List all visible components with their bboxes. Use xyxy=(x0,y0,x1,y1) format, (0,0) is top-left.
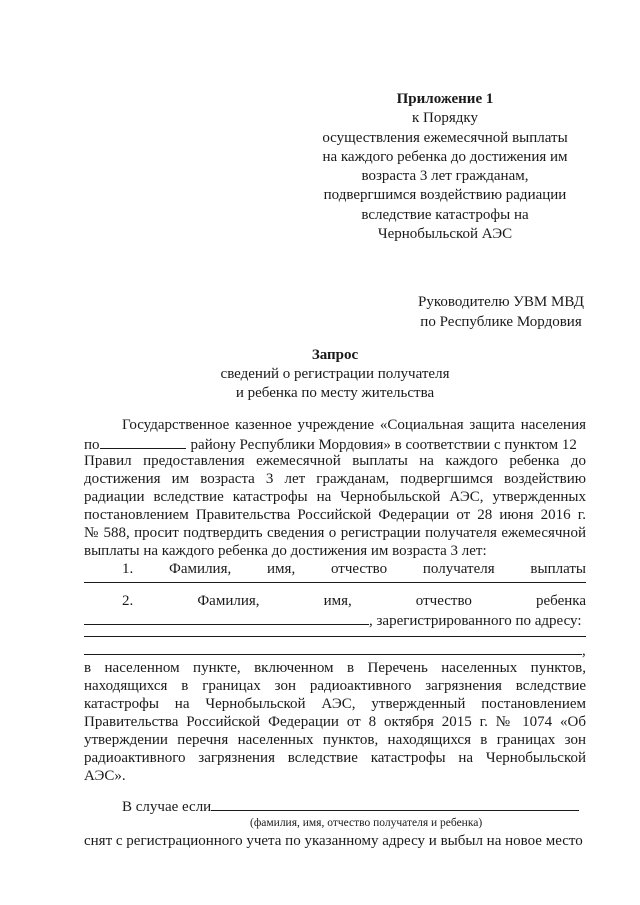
paragraph-line: Государственное казенное учреждение «Социальная защита населения xyxy=(122,417,586,433)
appendix-line: осуществления ежемесячной выплаты xyxy=(322,129,568,146)
appendix-line: к Порядку xyxy=(412,110,478,127)
addressee-line-1: Руководителю УВМ МВД xyxy=(418,294,584,310)
paragraph-line: АЭС». xyxy=(84,768,126,784)
paragraph-text: району Республики Мордовия» в соответствии с пунктом 12 xyxy=(190,437,577,453)
paragraph-line: постановлением Правительства Российской Федерации от 28 июня 2016 г. xyxy=(84,507,586,523)
paragraph-text: по xyxy=(84,437,100,453)
address-blank-2[interactable] xyxy=(84,640,582,655)
address-end: , xyxy=(582,643,586,659)
paragraph-line: выплаты на каждого ребенка до достижения им возраста 3 лет: xyxy=(84,543,487,559)
item-1-label: 1. Фамилия, имя, отчество получателя выплаты xyxy=(122,561,586,577)
appendix-line: Чернобыльской АЭС xyxy=(377,226,513,243)
case-hint: (фамилия, имя, отчество получателя и ребенка) xyxy=(250,817,483,829)
item-2-label: 2. Фамилия, имя, отчество ребенка xyxy=(122,593,586,609)
recipient-name-blank[interactable] xyxy=(84,582,586,583)
appendix-line: на каждого ребенка до достижения им xyxy=(322,148,568,165)
child-name-blank[interactable] xyxy=(84,610,369,625)
case-name-blank[interactable] xyxy=(211,796,579,811)
paragraph-line: Правительства Российской Федерации от 8 октября 2015 г. № 1074 «Об xyxy=(84,714,586,730)
address-blank-1[interactable] xyxy=(84,636,586,637)
appendix-header xyxy=(300,90,590,244)
paragraph-line: достижения им возраста 3 лет гражданам, подвергшимся воздействию xyxy=(84,471,586,487)
case-label: В случае если xyxy=(122,799,212,815)
request-subtitle-2: и ребенка по месту жительства xyxy=(235,385,435,401)
paragraph-line: утверждении перечня населенных пунктов, находящихся в границах зон xyxy=(84,732,586,748)
district-blank[interactable] xyxy=(100,434,186,449)
request-heading xyxy=(80,346,590,403)
addressee-block xyxy=(418,292,584,332)
request-subtitle-1: сведений о регистрации получателя xyxy=(220,366,450,382)
paragraph-line: № 588, просит подтвердить сведения о регистрации получателя ежемесячной xyxy=(84,525,586,541)
appendix-line: вследствие катастрофы на xyxy=(361,206,529,223)
case-line xyxy=(84,796,586,816)
address-label: , зарегистрированного по адресу: xyxy=(369,613,582,629)
paragraph-line: находящихся в границах зон радиоактивного загрязнения вследствие xyxy=(84,678,586,694)
appendix-title: Приложение 1 xyxy=(396,91,494,107)
paragraph-line: радиации вследствие катастрофы на Чернобыльской АЭС, утвержденных xyxy=(84,489,586,505)
appendix-line: подвергшимся воздействию радиации xyxy=(323,187,567,204)
appendix-line: возраста 3 лет гражданам, xyxy=(361,168,529,185)
paragraph-line: в населенном пункте, включенном в Перечень населенных пунктов, xyxy=(84,660,586,676)
address-line-2 xyxy=(84,640,586,660)
paragraph-line: Правил предоставления ежемесячной выплаты на каждого ребенка до xyxy=(84,453,586,469)
last-line: снят с регистрационного учета по указанному адресу и выбыл на новое место xyxy=(84,833,583,849)
addressee-line-2: по Республике Мордовия xyxy=(420,314,582,330)
paragraph-line: радиоактивного загрязнения вследствие катастрофы на Чернобыльской xyxy=(84,750,586,766)
paragraph-line xyxy=(84,434,586,454)
request-title: Запрос xyxy=(311,347,359,363)
child-name-line xyxy=(84,610,586,630)
paragraph-line: катастрофы на Чернобыльской АЭС, утвержденный постановлением xyxy=(84,696,586,712)
